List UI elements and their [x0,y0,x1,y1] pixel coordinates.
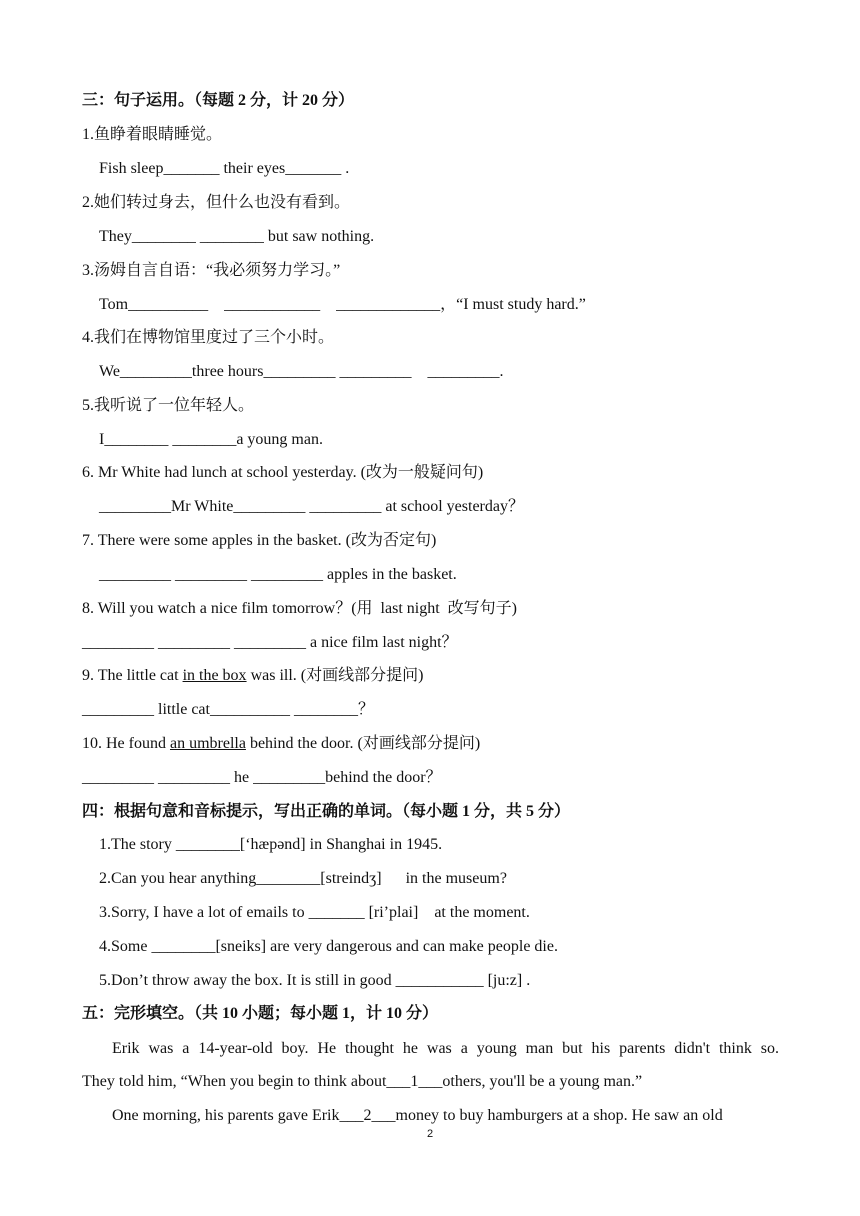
cloze-text: They told him, “When you begin to think about [82,1073,387,1090]
section5-heading: 五：完形填空。（共 10 小题；每小题 1，计 10 分） [82,1005,439,1022]
question-3-answer: Tom__________ ____________ _____________，“I must study hard.” [99,296,586,313]
section4-heading: 四：根据句意和音标提示，写出正确的单词。（每小题 1 分，共 5 分） [82,803,571,820]
cloze-paragraph-2-line-1 [112,1106,723,1126]
cloze-paragraph-1-line-1: Erik was a 14-year-old boy. He thought he was a young man but his parents didn't think so. [112,1040,779,1057]
question-9-underlined: in the box [182,667,247,684]
vocab-item-4: 4.Some ________[sneiks] are very dangerous and can make people die. [99,938,558,955]
question-3: 3.汤姆自言自语：“我必须努力学习。” [82,262,341,279]
cloze-text: money to buy hamburgers at a shop. He saw an old [395,1107,723,1124]
question-10-underlined: an umbrella [169,735,246,752]
vocab-item-3: 3.Sorry, I have a lot of emails to _______ [ri’plai] at the moment. [99,904,530,921]
question-8: 8. Will you watch a nice film tomorrow？(用 last night 改写句子) [82,600,517,617]
vocab-item-1: 1.The story ________[‘hæpənd] in Shanghai in 1945. [99,836,443,853]
question-1-answer: Fish sleep_______ their eyes_______ . [99,160,350,177]
question-7: 7. There were some apples in the basket. (改为否定句) [82,532,437,549]
vocab-item-2: 2.Can you hear anything________[streindʒ] in the museum? [99,870,507,887]
question-4-answer: We_________three hours_________ _________ _________. [99,363,504,380]
question-9-answer: _________ little cat__________ ________？ [82,701,374,718]
question-5: 5.我听说了一位年轻人。 [82,397,255,414]
question-4: 4.我们在博物馆里度过了三个小时。 [82,329,335,346]
question-1: 1.鱼睁着眼睛睡觉。 [82,126,223,143]
question-8-answer: _________ _________ _________ a nice film last night？ [82,634,458,651]
cloze-blank-2: ___2___ [339,1107,396,1124]
question-10-text-post: behind the door. (对画线部分提问) [245,735,481,752]
cloze-paragraph-1-line-2 [82,1072,642,1092]
page-number: 2 [426,1128,434,1140]
question-6-answer: _________Mr White_________ _________ at school yesterday？ [99,498,524,515]
question-5-answer: I________ ________a young man. [99,431,323,448]
question-2: 2.她们转过身去，但什么也没有看到。 [82,194,351,211]
question-6: 6. Mr White had lunch at school yesterday. (改为一般疑问句) [82,464,484,481]
question-9 [82,666,423,686]
cloze-text: One morning, his parents gave Erik [112,1107,340,1124]
section3-heading: 三：句子运用。（每题 2 分，计 20 分） [82,92,355,109]
cloze-blank-1: ___1___ [386,1073,443,1090]
question-10-text-pre: 10. He found [82,735,170,752]
question-7-answer: _________ _________ _________ apples in the basket. [99,566,457,583]
question-2-answer: They________ ________ but saw nothing. [99,228,375,245]
question-10-answer: _________ _________ he _________behind the door？ [82,769,442,786]
question-9-text-pre: 9. The little cat [82,667,183,684]
question-9-text-post: was ill. (对画线部分提问) [246,667,424,684]
question-10 [82,734,480,754]
cloze-text: others, you'll be a young man.” [442,1073,643,1090]
vocab-item-5: 5.Don’t throw away the box. It is still in good ___________ [ju:z] . [99,972,531,989]
